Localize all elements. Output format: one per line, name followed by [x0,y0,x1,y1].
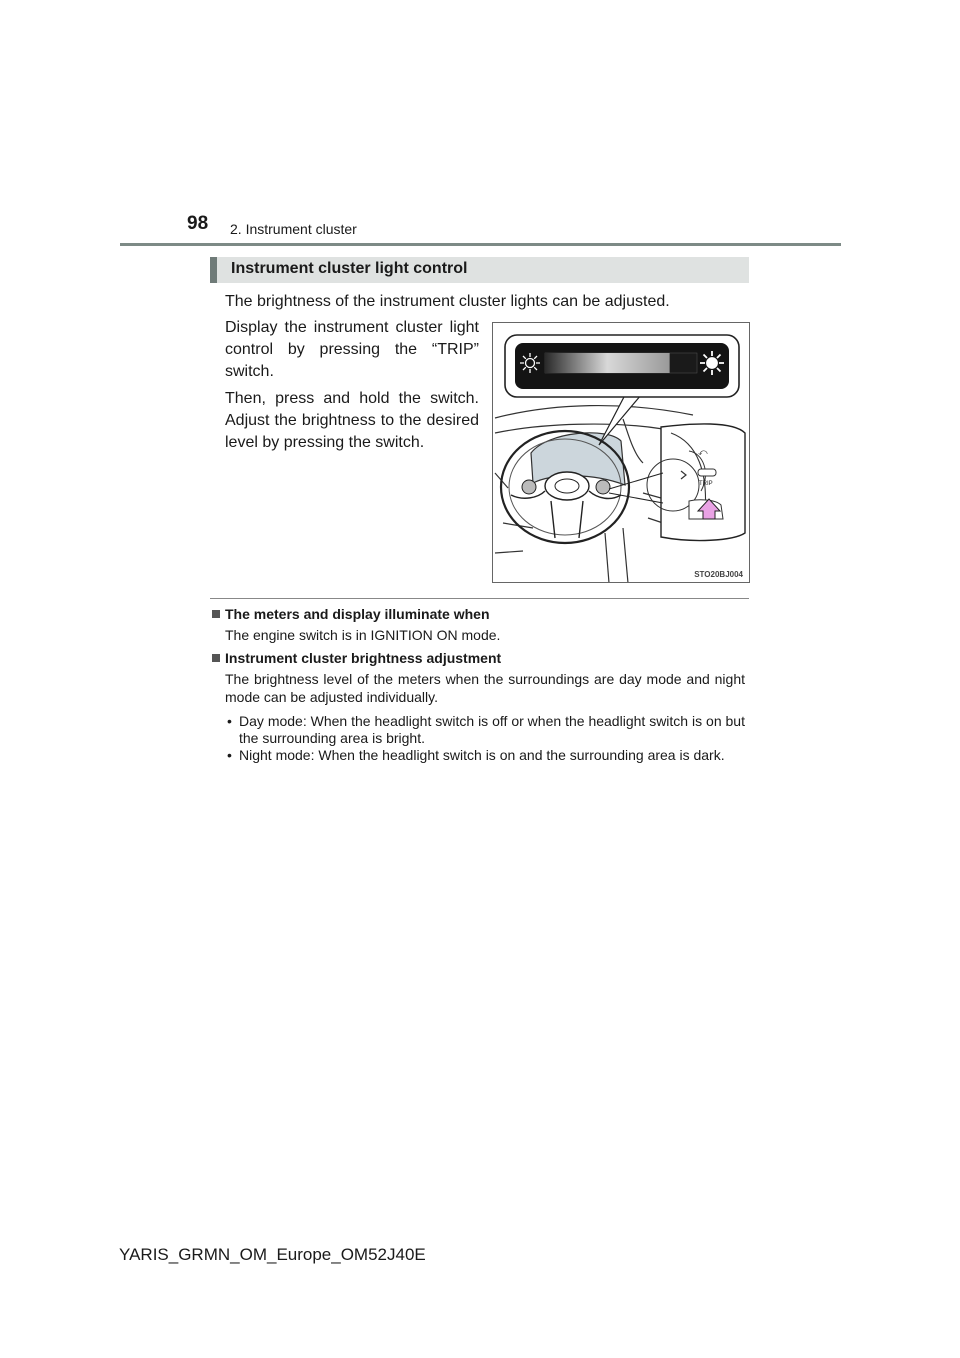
step-2-text: Then, press and hold the switch. Adjust the brightness to the desired level by pressing the switch. [225,390,479,451]
switch-panel-inset [647,424,745,541]
bullet-dot: • [227,713,232,729]
section-title: Instrument cluster light control [231,260,468,277]
intro-text: The brightness of the instrument cluster lights can be adjusted. [225,293,670,310]
trip-switch-label: TRIP [699,481,713,487]
running-head: 2. Instrument cluster [230,221,357,237]
page-number: 98 [187,213,209,234]
notes-divider [210,598,749,599]
footer-doc-id: YARIS_GRMN_OM_Europe_OM52J40E [119,1245,426,1264]
note-1-text: The engine switch is in IGNITION ON mode. [225,627,501,643]
svg-text:⤺: ⤺ [698,447,708,457]
note-1-title: The meters and display illuminate when [212,606,490,622]
section-heading-bar [210,257,749,283]
header-rule [120,243,841,246]
figure-code: STO20BJ004 [694,570,743,579]
callout-leader [599,395,641,445]
sun-bright-icon [700,351,724,375]
brightness-display [505,335,739,397]
square-bullet-icon [212,610,220,618]
bullet-dot: • [227,747,232,763]
steering-wheel-figure [492,322,750,583]
figure-illustration [493,323,750,583]
square-bullet-icon [212,654,220,662]
bullet-day-mode: • Day mode: When the headlight switch is off or when the headlight switch is on but the surrounding area is bright. [227,713,745,746]
step-1-text: Display the instrument cluster light control by pressing the “TRIP” switch. [225,319,479,380]
note-2-text: The brightness level of the meters when the surroundings are day mode and night mode can be adjusted individually. [225,671,745,705]
note-2-title: Instrument cluster brightness adjustment [212,650,501,666]
bullet-night-mode: • Night mode: When the headlight switch is on and the surrounding area is dark. [227,747,725,763]
brightness-level-fill [545,353,670,373]
